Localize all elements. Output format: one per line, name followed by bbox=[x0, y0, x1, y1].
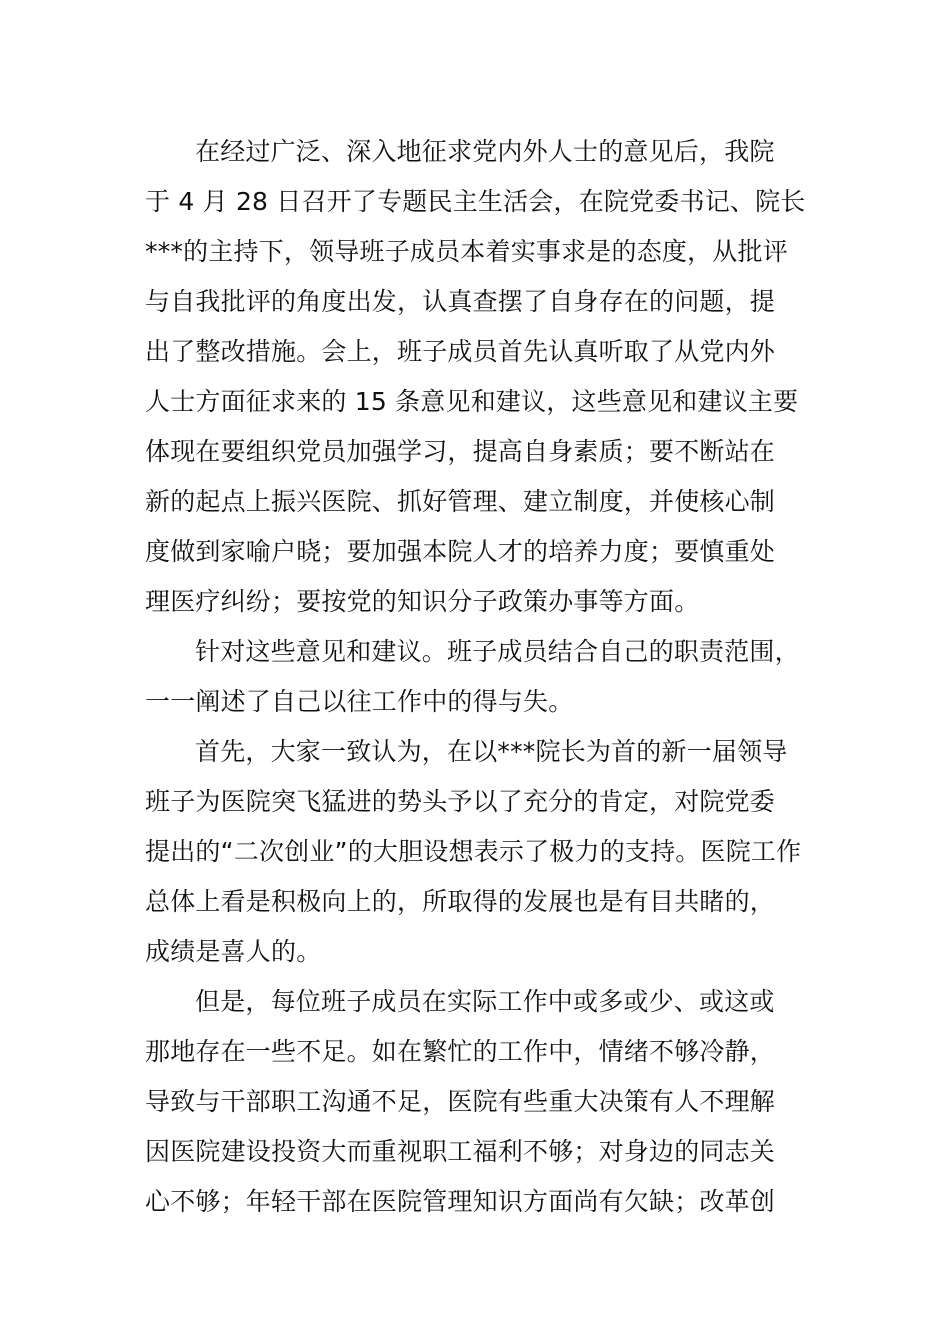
text-line: 导致与干部职工沟通不足，医院有些重大决策有人不理解 bbox=[145, 1087, 776, 1116]
text-line: 出了整改措施。会上，班子成员首先认真听取了从党内外 bbox=[145, 337, 776, 366]
text-line: 那地存在一些不足。如在繁忙的工作中，情绪不够冷静， bbox=[145, 1037, 776, 1066]
text-line: 班子为医院突飞猛进的势头予以了充分的肯定，对院党委 bbox=[145, 787, 776, 816]
text-line: 但是，每位班子成员在实际工作中或多或少、或这或 bbox=[195, 987, 775, 1016]
text-line: 成绩是喜人的。 bbox=[145, 937, 322, 966]
text-line: 理医疗纠纷；要按党的知识分子政策办事等方面。 bbox=[145, 587, 700, 616]
text-line: 体现在要组织党员加强学习，提高自身素质；要不断站在 bbox=[145, 437, 776, 466]
text-line: 人士方面征求来的 15 条意见和建议，这些意见和建议主要 bbox=[145, 387, 799, 416]
text-line: 一一阐述了自己以往工作中的得与失。 bbox=[145, 687, 574, 716]
text-line: 度做到家喻户晓；要加强本院人才的培养力度；要慎重处 bbox=[145, 537, 776, 566]
text-line: 首先，大家一致认为，在以***院长为首的新一届领导 bbox=[195, 737, 788, 766]
text-line: 因医院建设投资大而重视职工福利不够；对身边的同志关 bbox=[145, 1137, 776, 1166]
text-line: 在经过广泛、深入地征求党内外人士的意见后，我院 bbox=[195, 137, 775, 166]
text-line: 与自我批评的角度出发，认真查摆了自身存在的问题，提 bbox=[145, 287, 776, 316]
text-line: 于 4 月 28 日召开了专题民主生活会，在院党委书记、院长 bbox=[145, 187, 806, 216]
text-line: ***的主持下，领导班子成员本着实事求是的态度，从批评 bbox=[145, 237, 788, 266]
document-body bbox=[145, 127, 835, 1227]
text-line: 新的起点上振兴医院、抓好管理、建立制度，并使核心制 bbox=[145, 487, 776, 516]
text-line: 提出的“二次创业”的大胆设想表示了极力的支持。医院工作 bbox=[145, 837, 802, 866]
text-line: 心不够；年轻干部在医院管理知识方面尚有欠缺；改革创 bbox=[145, 1187, 776, 1216]
text-line: 总体上看是积极向上的，所取得的发展也是有目共睹的， bbox=[145, 887, 776, 916]
text-line: 针对这些意见和建议。班子成员结合自己的职责范围， bbox=[195, 637, 800, 666]
